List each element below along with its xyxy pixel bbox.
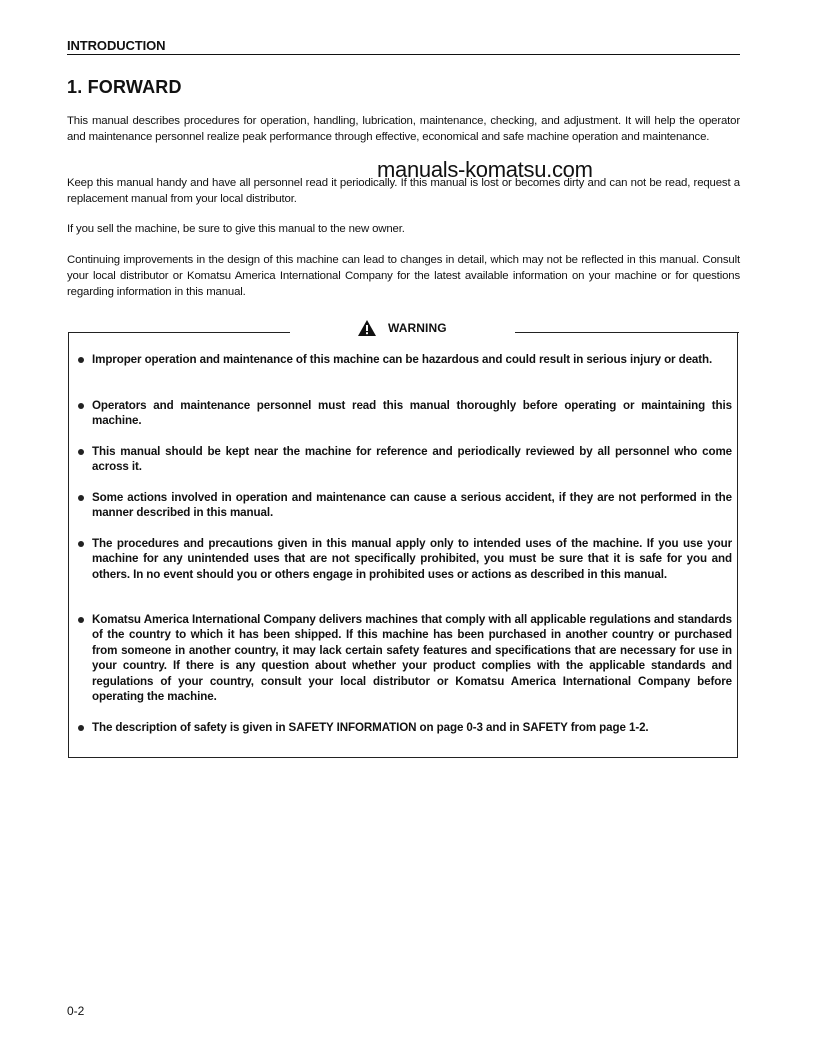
bullet-icon bbox=[78, 495, 84, 501]
warning-item: Some actions involved in operation and maintenance can cause a serious accident, if they are not performed in the manner described in this manual. bbox=[78, 490, 732, 521]
warning-item: The procedures and precautions given in this manual apply only to intended uses of the machine. If you use your machine for any unintended uses that are not specifically prohibited, you must be sure that it is safe for you and others. In no event should you or others engage in prohibited uses or actions as described in this manual. bbox=[78, 536, 732, 582]
bullet-icon bbox=[78, 541, 84, 547]
page-number: 0-2 bbox=[67, 1004, 85, 1018]
warning-item: Operators and maintenance personnel must read this manual thoroughly before operating or maintaining this machine. bbox=[78, 398, 732, 429]
watermark: manuals-komatsu.com bbox=[377, 157, 593, 182]
paragraph-sell-machine: If you sell the machine, be sure to give this manual to the new owner. bbox=[67, 223, 405, 235]
section-header-label: INTRODUCTION bbox=[67, 38, 166, 53]
warning-item: Improper operation and maintenance of this machine can be hazardous and could result in serious injury or death. bbox=[78, 352, 732, 367]
bullet-icon bbox=[78, 357, 84, 363]
warning-item: Komatsu America International Company delivers machines that comply with all applicable regulations and standards of the country to which it has been shipped. If this machine has been purchased in another country or purchased from someone in another country, it may lack certain safety features and specifications that are necessary for use in your country. If there is any question about whether your product complies with the applicable standards and regulations of your country, consult your local distributor or Komatsu America International Company before operating the machine. bbox=[78, 612, 732, 704]
warning-item: This manual should be kept near the machine for reference and periodically reviewed by all personnel who come across it. bbox=[78, 444, 732, 475]
paragraph-intro: This manual describes procedures for operation, handling, lubrication, maintenance, checking, and adjustment. It will help the operator and maintenance personnel realize peak performance through effective, economical and safe machine operation and maintenance. bbox=[67, 115, 740, 143]
page-title: 1. FORWARD bbox=[67, 77, 182, 97]
paragraph-improvements: Continuing improvements in the design of this machine can lead to changes in detail, which may not be reflected in this manual. Consult your local distributor or Komatsu America International Company for the latest available information on your machine or for questions regarding information in this manual. bbox=[67, 254, 740, 298]
section-header bbox=[67, 38, 740, 55]
paragraph-keep-manual: Keep this manual handy and have all personnel read it periodically. If this manual is lost or becomes dirty and can not be read, request a replacement manual from your local distributor. bbox=[67, 177, 740, 205]
warning-label: WARNING bbox=[388, 321, 447, 335]
warning-item: The description of safety is given in SAFETY INFORMATION on page 0-3 and in SAFETY from page 1-2. bbox=[78, 720, 732, 735]
bullet-icon bbox=[78, 617, 84, 623]
bullet-icon bbox=[78, 725, 84, 731]
bullet-icon bbox=[78, 449, 84, 455]
bullet-icon bbox=[78, 403, 84, 409]
